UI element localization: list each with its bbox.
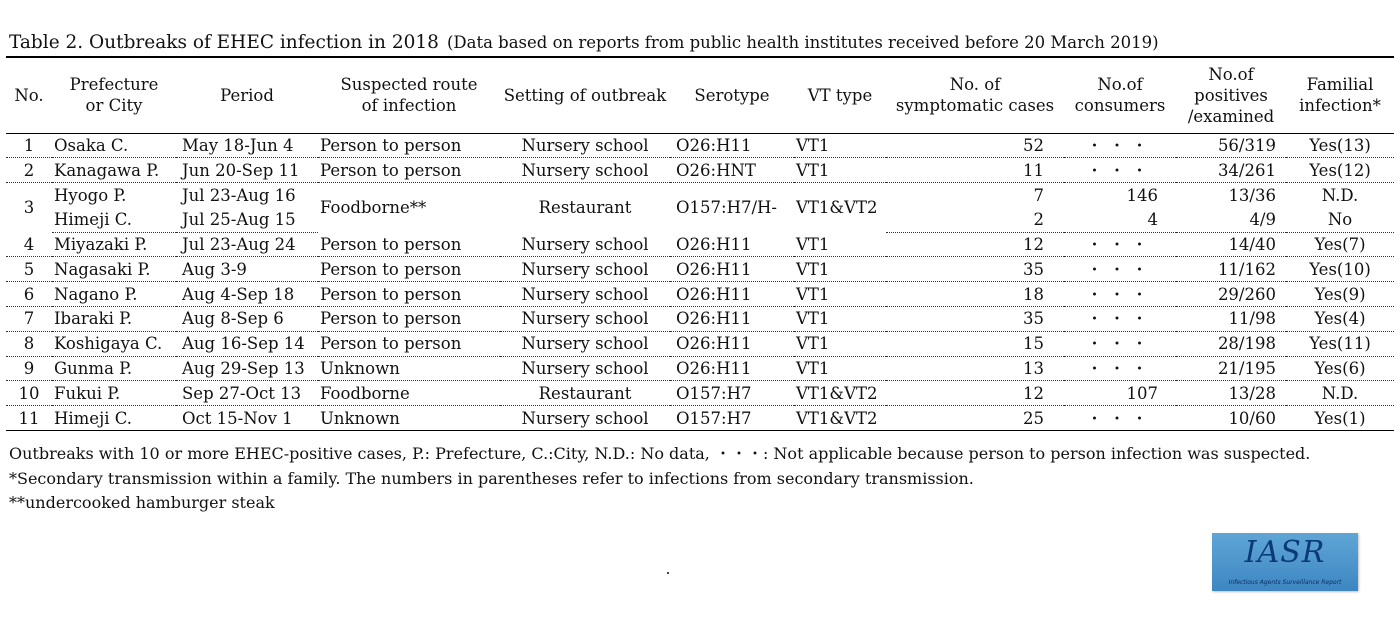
table-row bbox=[6, 232, 1394, 257]
cell-prefecture: Fukui P. bbox=[52, 381, 176, 406]
table-row bbox=[6, 158, 1394, 183]
table-row bbox=[6, 257, 1394, 282]
cell-cases: 15 bbox=[886, 331, 1064, 356]
cell-setting: Restaurant bbox=[500, 381, 670, 406]
cell-serotype: O26:H11 bbox=[670, 307, 794, 332]
cell-cases: 18 bbox=[886, 282, 1064, 307]
cell-positives: 10/60 bbox=[1176, 406, 1286, 431]
header-cases: No. of symptomatic cases bbox=[886, 57, 1064, 133]
cell-positives: 11/162 bbox=[1176, 257, 1286, 282]
table-row bbox=[6, 381, 1394, 406]
cell-positives: 4/9 bbox=[1176, 207, 1286, 232]
cell-period: Jul 25-Aug 15 bbox=[176, 207, 318, 232]
table-row bbox=[6, 133, 1394, 158]
cell-setting: Nursery school bbox=[500, 282, 670, 307]
cell-positives: 28/198 bbox=[1176, 331, 1286, 356]
cell-cases: 12 bbox=[886, 232, 1064, 257]
cell-period: Aug 16-Sep 14 bbox=[176, 331, 318, 356]
header-period: Period bbox=[176, 57, 318, 133]
cell-familial: Yes(9) bbox=[1286, 282, 1394, 307]
logo-text: IASR bbox=[1244, 535, 1326, 570]
cell-period: May 18-Jun 4 bbox=[176, 133, 318, 158]
cell-consumers: ・・・ bbox=[1064, 356, 1176, 381]
cell-cases: 7 bbox=[1033, 185, 1044, 205]
footnote-hamburger: **undercooked hamburger steak bbox=[9, 493, 275, 512]
cell-serotype: O157:H7/H- bbox=[676, 198, 777, 218]
header-familial: Familial infection* bbox=[1286, 57, 1394, 133]
header-positives: No.of positives /examined bbox=[1176, 57, 1286, 133]
cell-route: Foodborne** bbox=[320, 198, 427, 218]
cell-familial: Yes(4) bbox=[1286, 307, 1394, 332]
cell-familial: Yes(7) bbox=[1286, 232, 1394, 257]
cell-no: 2 bbox=[6, 158, 52, 183]
cell-positives: 11/98 bbox=[1176, 307, 1286, 332]
cell-consumers: ・・・ bbox=[1064, 307, 1176, 332]
footnote-abbreviations: Outbreaks with 10 or more EHEC-positive cases, P.: Prefecture, C.:City, N.D.: No data, ・・・: Not applicable because person to person infection was suspected. bbox=[9, 444, 1311, 463]
cell-serotype: O26:H11 bbox=[670, 232, 794, 257]
table-row bbox=[6, 406, 1394, 431]
cell-prefecture: Nagasaki P. bbox=[52, 257, 176, 282]
cell-prefecture: Kanagawa P. bbox=[52, 158, 176, 183]
table-title-sub: (Data based on reports from public health institutes received before 20 March 2019) bbox=[446, 33, 1159, 52]
table-header-row bbox=[6, 57, 1394, 133]
cell-consumers: ・・・ bbox=[1064, 331, 1176, 356]
cell-prefecture: Osaka C. bbox=[52, 133, 176, 158]
cell-route: Foodborne bbox=[318, 381, 500, 406]
cell-vt: VT1&VT2 bbox=[796, 198, 878, 218]
cell-no: 6 bbox=[6, 282, 52, 307]
cell-serotype: O26:HNT bbox=[670, 158, 794, 183]
iasr-logo bbox=[1212, 533, 1358, 591]
header-consumers: No.of consumers bbox=[1064, 57, 1176, 133]
cell-consumers: 146 bbox=[1126, 185, 1158, 205]
cell-no: 8 bbox=[6, 331, 52, 356]
cell-serotype: O157:H7 bbox=[670, 381, 794, 406]
cell-positives: 56/319 bbox=[1176, 133, 1286, 158]
cell-setting: Nursery school bbox=[500, 257, 670, 282]
cell-prefecture: Ibaraki P. bbox=[52, 307, 176, 332]
cell-route: Person to person bbox=[318, 232, 500, 257]
cell-consumers: ・・・ bbox=[1064, 133, 1176, 158]
cell-serotype: O157:H7 bbox=[670, 406, 794, 431]
cell-no: 9 bbox=[6, 356, 52, 381]
logo-subtitle: Infectious Agents Surveillance Report bbox=[1228, 579, 1342, 586]
header-vt: VT type bbox=[794, 57, 886, 133]
cell-no: 5 bbox=[6, 257, 52, 282]
table-row bbox=[6, 183, 1394, 208]
cell-prefecture: Himeji C. bbox=[52, 207, 176, 232]
cell-period: Aug 4-Sep 18 bbox=[176, 282, 318, 307]
cell-vt: VT1 bbox=[794, 356, 886, 381]
cell-familial: N.D. bbox=[1286, 381, 1394, 406]
header-serotype: Serotype bbox=[670, 57, 794, 133]
cell-cases: 35 bbox=[886, 307, 1064, 332]
cell-serotype: O26:H11 bbox=[670, 282, 794, 307]
table-footnotes bbox=[9, 442, 1310, 516]
table-row bbox=[6, 307, 1394, 332]
table-row bbox=[6, 282, 1394, 307]
cell-serotype: O26:H11 bbox=[670, 133, 794, 158]
cell-positives: 13/36 bbox=[1228, 185, 1276, 205]
cell-familial: No bbox=[1286, 207, 1394, 232]
cell-cases: 11 bbox=[886, 158, 1064, 183]
cell-cases: 35 bbox=[886, 257, 1064, 282]
cell-route: Person to person bbox=[318, 133, 500, 158]
cell-familial: N.D. bbox=[1321, 185, 1359, 205]
cell-familial: Yes(1) bbox=[1286, 406, 1394, 431]
cell-familial: Yes(6) bbox=[1286, 356, 1394, 381]
cell-period: Jul 23-Aug 24 bbox=[176, 232, 318, 257]
cell-serotype: O26:H11 bbox=[670, 257, 794, 282]
cell-no: 1 bbox=[6, 133, 52, 158]
cell-vt: VT1&VT2 bbox=[794, 406, 886, 431]
stray-dot bbox=[667, 572, 669, 574]
header-setting: Setting of outbreak bbox=[500, 57, 670, 133]
cell-setting: Nursery school bbox=[500, 356, 670, 381]
cell-consumers: 4 bbox=[1064, 207, 1176, 232]
cell-period: Oct 15-Nov 1 bbox=[176, 406, 318, 431]
cell-vt: VT1 bbox=[794, 257, 886, 282]
cell-familial: Yes(13) bbox=[1286, 133, 1394, 158]
header-route: Suspected route of infection bbox=[318, 57, 500, 133]
cell-setting: Nursery school bbox=[500, 307, 670, 332]
cell-prefecture: Himeji C. bbox=[52, 406, 176, 431]
cell-positives: 14/40 bbox=[1176, 232, 1286, 257]
cell-consumers: 107 bbox=[1064, 381, 1176, 406]
cell-familial: Yes(10) bbox=[1286, 257, 1394, 282]
cell-period: Sep 27-Oct 13 bbox=[176, 381, 318, 406]
cell-vt: VT1&VT2 bbox=[794, 381, 886, 406]
cell-setting: Nursery school bbox=[500, 331, 670, 356]
cell-period: Jul 23-Aug 16 bbox=[182, 185, 296, 205]
cell-familial: Yes(11) bbox=[1286, 331, 1394, 356]
cell-consumers: ・・・ bbox=[1064, 257, 1176, 282]
table-title bbox=[9, 32, 1159, 53]
cell-route: Person to person bbox=[318, 158, 500, 183]
footnote-secondary-transmission: *Secondary transmission within a family. The numbers in parentheses refer to infections from secondary transmission. bbox=[9, 468, 974, 488]
cell-positives: 34/261 bbox=[1176, 158, 1286, 183]
cell-no: 3 bbox=[23, 198, 35, 218]
cell-familial: Yes(12) bbox=[1286, 158, 1394, 183]
cell-cases: 12 bbox=[886, 381, 1064, 406]
cell-consumers: ・・・ bbox=[1064, 282, 1176, 307]
cell-serotype: O26:H11 bbox=[670, 356, 794, 381]
cell-positives: 13/28 bbox=[1176, 381, 1286, 406]
cell-consumers: ・・・ bbox=[1064, 406, 1176, 431]
cell-vt: VT1 bbox=[794, 232, 886, 257]
cell-consumers: ・・・ bbox=[1064, 232, 1176, 257]
cell-no: 10 bbox=[6, 381, 52, 406]
cell-route: Person to person bbox=[318, 307, 500, 332]
cell-vt: VT1 bbox=[794, 331, 886, 356]
cell-period: Aug 29-Sep 13 bbox=[176, 356, 318, 381]
cell-period: Aug 3-9 bbox=[176, 257, 318, 282]
cell-route: Person to person bbox=[318, 331, 500, 356]
cell-prefecture: Nagano P. bbox=[52, 282, 176, 307]
cell-vt: VT1 bbox=[794, 158, 886, 183]
cell-no: 4 bbox=[6, 232, 52, 257]
cell-setting: Nursery school bbox=[500, 158, 670, 183]
cell-prefecture: Koshigaya C. bbox=[52, 331, 176, 356]
cell-route: Unknown bbox=[318, 406, 500, 431]
cell-setting: Nursery school bbox=[500, 232, 670, 257]
outbreak-table bbox=[6, 56, 1394, 431]
cell-consumers: ・・・ bbox=[1064, 158, 1176, 183]
cell-no: 11 bbox=[6, 406, 52, 431]
cell-route: Person to person bbox=[318, 282, 500, 307]
table-title-main: Table 2. Outbreaks of EHEC infection in 2018 bbox=[9, 32, 439, 53]
cell-prefecture: Hyogo P. bbox=[54, 185, 127, 205]
cell-prefecture: Miyazaki P. bbox=[52, 232, 176, 257]
header-prefecture: Prefecture or City bbox=[52, 57, 176, 133]
cell-vt: VT1 bbox=[794, 282, 886, 307]
cell-route: Unknown bbox=[318, 356, 500, 381]
table-row bbox=[6, 331, 1394, 356]
cell-setting: Nursery school bbox=[500, 406, 670, 431]
cell-setting: Restaurant bbox=[538, 198, 632, 218]
cell-vt: VT1 bbox=[794, 307, 886, 332]
cell-prefecture: Gunma P. bbox=[52, 356, 176, 381]
cell-cases: 25 bbox=[886, 406, 1064, 431]
cell-cases: 2 bbox=[886, 207, 1064, 232]
cell-vt: VT1 bbox=[794, 133, 886, 158]
cell-positives: 29/260 bbox=[1176, 282, 1286, 307]
cell-serotype: O26:H11 bbox=[670, 331, 794, 356]
cell-no: 7 bbox=[6, 307, 52, 332]
header-no: No. bbox=[6, 57, 52, 133]
table-row bbox=[6, 356, 1394, 381]
cell-cases: 52 bbox=[886, 133, 1064, 158]
cell-setting: Nursery school bbox=[500, 133, 670, 158]
cell-positives: 21/195 bbox=[1176, 356, 1286, 381]
cell-period: Aug 8-Sep 6 bbox=[176, 307, 318, 332]
cell-route: Person to person bbox=[318, 257, 500, 282]
cell-cases: 13 bbox=[886, 356, 1064, 381]
cell-period: Jun 20-Sep 11 bbox=[176, 158, 318, 183]
